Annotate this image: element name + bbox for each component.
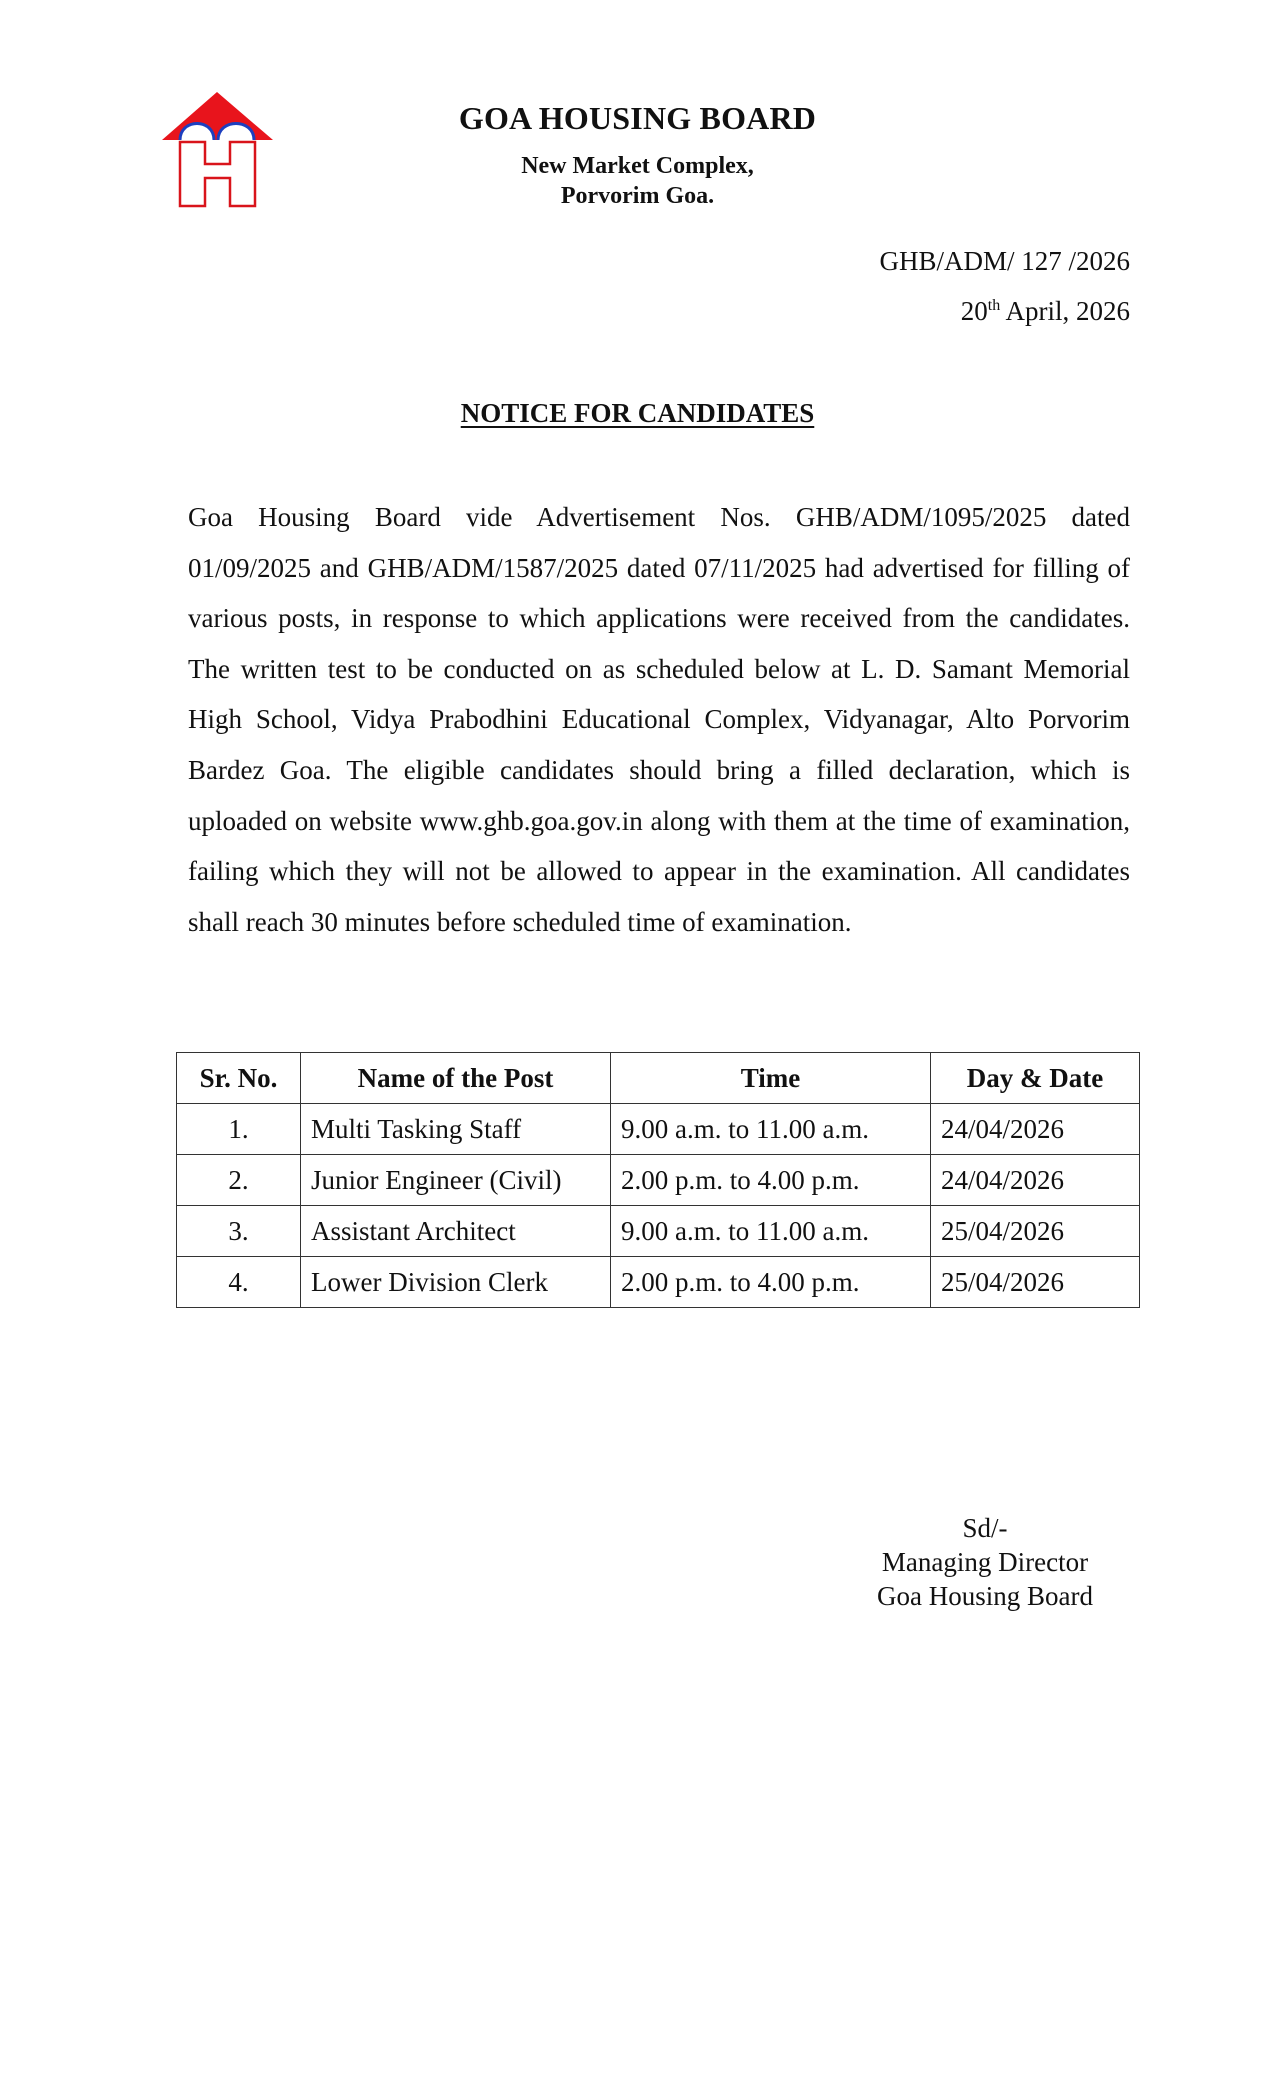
date-day: 20 <box>960 296 988 326</box>
cell-date: 25/04/2026 <box>931 1206 1140 1257</box>
signature-designation: Managing Director <box>881 1547 1089 1577</box>
table-row <box>177 1206 1140 1257</box>
date-month-year: April, 2026 <box>1000 296 1130 326</box>
cell-sr-no: 1. <box>177 1104 301 1155</box>
org-name: GOA HOUSING BOARD <box>458 100 817 136</box>
cell-date: 25/04/2026 <box>931 1257 1140 1308</box>
signature-sd: Sd/- <box>962 1513 1008 1543</box>
cell-sr-no: 2. <box>177 1155 301 1206</box>
notice-title: NOTICE FOR CANDIDATES <box>460 398 815 428</box>
header-sr-no: Sr. No. <box>177 1053 301 1104</box>
cell-time: 2.00 p.m. to 4.00 p.m. <box>611 1155 931 1206</box>
cell-time: 9.00 a.m. to 11.00 a.m. <box>611 1206 931 1257</box>
date-suffix: th <box>987 297 1001 314</box>
cell-sr-no: 4. <box>177 1257 301 1308</box>
cell-post-name: Lower Division Clerk <box>301 1257 611 1308</box>
cell-time: 2.00 p.m. to 4.00 p.m. <box>611 1257 931 1308</box>
cell-post-name: Multi Tasking Staff <box>301 1104 611 1155</box>
table-row <box>177 1257 1140 1308</box>
notice-body: Goa Housing Board vide Advertisement Nos. GHB/ADM/1095/2025 dated 01/09/2025 and GHB/ADM/1587/2025 dated 07/11/2025 had advertised for filling of various posts, in response to which applications were received from the candidates. The written test to be conducted on as scheduled below at L. D. Samant Memorial High School, Vidya Prabodhini Educational Complex, Vidyanagar, Alto Porvorim Bardez Goa. The eligible candidates should bring a filled declaration, which is uploaded on website www.ghb.goa.gov.in along with them at the time of examination, failing which they will not be allowed to appear in the examination. All candidates shall reach 30 minutes before scheduled time of examination. <box>188 502 1130 937</box>
cell-date: 24/04/2026 <box>931 1155 1140 1206</box>
cell-post-name: Assistant Architect <box>301 1206 611 1257</box>
table-row <box>177 1104 1140 1155</box>
cell-sr-no: 3. <box>177 1206 301 1257</box>
address-line-2: Porvorim Goa. <box>560 183 715 209</box>
table-row <box>177 1155 1140 1206</box>
address-line-1: New Market Complex, <box>521 153 754 179</box>
header-post-name: Name of the Post <box>301 1053 611 1104</box>
cell-date: 24/04/2026 <box>931 1104 1140 1155</box>
header-time: Time <box>611 1053 931 1104</box>
cell-time: 9.00 a.m. to 11.00 a.m. <box>611 1104 931 1155</box>
signature-organisation: Goa Housing Board <box>877 1581 1093 1611</box>
exam-schedule-table <box>176 1052 1140 1308</box>
reference-date <box>961 296 1130 327</box>
reference-number: GHB/ADM/ 127 /2026 <box>879 246 1130 276</box>
header-day-date: Day & Date <box>931 1053 1140 1104</box>
table-header-row <box>177 1053 1140 1104</box>
cell-post-name: Junior Engineer (Civil) <box>301 1155 611 1206</box>
